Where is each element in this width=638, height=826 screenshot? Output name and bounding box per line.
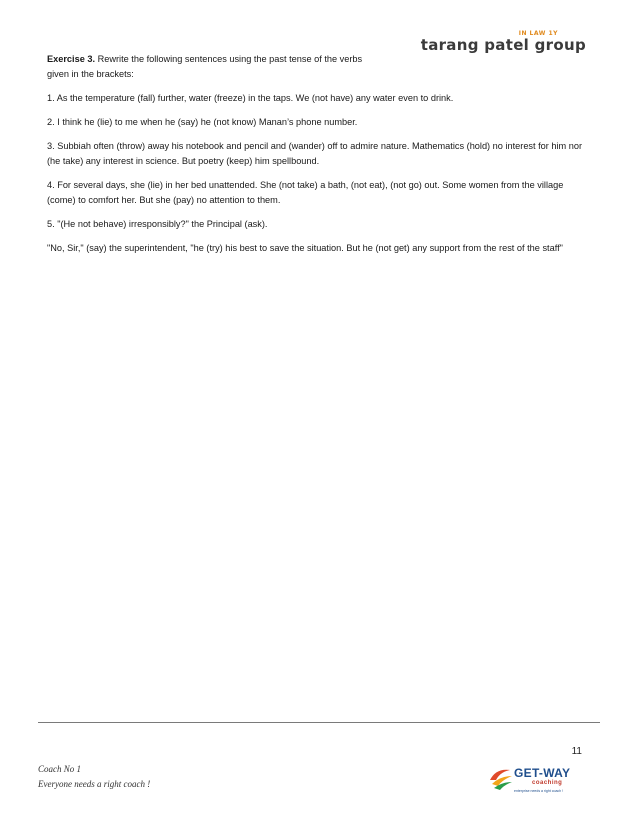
header-logo: [421, 30, 586, 53]
getway-logo: [488, 764, 592, 796]
footer-motto: [38, 762, 150, 792]
exercise-content: [47, 52, 592, 265]
logo-tagline: IN LAW 1Y: [518, 30, 558, 37]
exercise-item-4: 4. For several days, she (lie) in her bed unattended. She (not take) a bath, (not eat), (not go) out. Some women from the village (come) to comfort her. But she (pay) no attention to them.: [47, 180, 564, 205]
logo-name: tarang patel group: [420, 36, 586, 54]
footer-line-1: Coach No 1: [38, 764, 82, 774]
exercise-item-5-continued: "No, Sir," (say) the superintendent, "he (try) his best to save the situation. But he (not get) any support from the rest of the staff": [47, 243, 563, 253]
exercise-title: Exercise 3.: [47, 54, 96, 64]
exercise-heading: [47, 52, 592, 82]
exercise-item-5: 5. "(He not behave) irresponsibly?" the Principal (ask).: [47, 219, 268, 229]
exercise-item-2: 2. I think he (lie) to me when he (say) he (not know) Manan’s phone number.: [47, 117, 358, 127]
exercise-item-3: 3. Subbiah often (throw) away his notebook and pencil and (wander) off to admire nature. Mathematics (hold) no interest for him nor (he take) any interest in science. But poetry (keep) him spellbound.: [47, 141, 583, 166]
swoosh-icon: [488, 766, 514, 790]
brand-sub: coaching: [532, 780, 563, 786]
brand-name: GET-WAY: [514, 766, 571, 780]
exercise-item-1: 1. As the temperature (fall) further, water (freeze) in the taps. We (not have) any water even to drink.: [47, 93, 454, 103]
footer-line-2: Everyone needs a right coach !: [38, 779, 151, 789]
exercise-instruction: Rewrite the following sentences using the past tense of the verbs: [95, 54, 363, 64]
exercise-instruction-line2: given in the brackets:: [47, 69, 134, 79]
footer-divider: [38, 722, 600, 723]
brand-tagline: enterprise needs a right coach !: [514, 789, 564, 793]
page-number: 11: [571, 746, 582, 757]
